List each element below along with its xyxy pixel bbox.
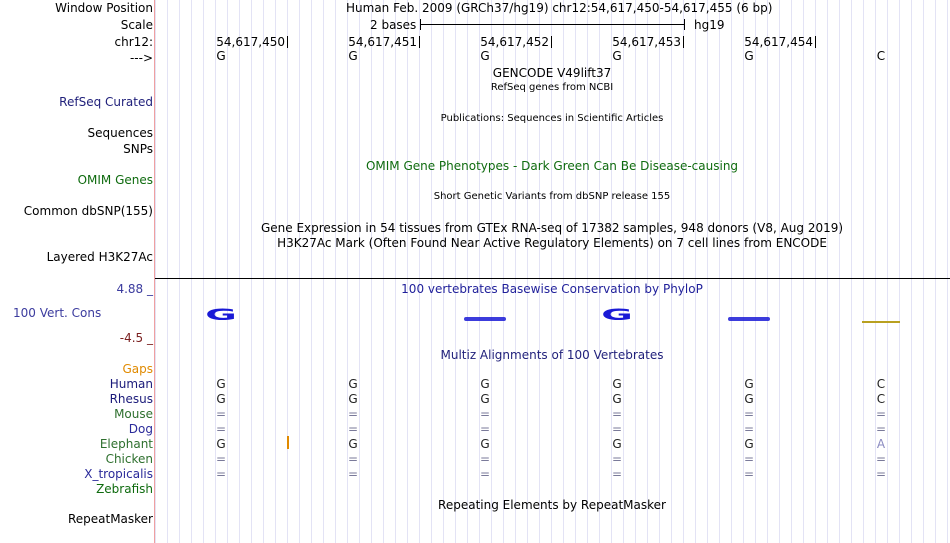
aligned-base: = [611, 422, 623, 436]
gaps-label[interactable]: Gaps [122, 362, 153, 376]
grid-line [335, 0, 336, 543]
species-label[interactable]: X_tropicalis [84, 467, 153, 481]
sequence-base: G [216, 49, 226, 63]
conservation-glyph [728, 317, 770, 321]
aligned-base: = [743, 422, 755, 436]
grid-line [251, 0, 252, 543]
grid-line [431, 0, 432, 543]
aligned-base: G [612, 392, 622, 406]
grid-line [683, 0, 684, 543]
grid-line [203, 0, 204, 543]
sequence-base: G [348, 49, 358, 63]
aligned-base: G [348, 377, 358, 391]
aligned-base: = [743, 407, 755, 421]
ruler-tick [551, 36, 552, 48]
grid-line [923, 0, 924, 543]
aligned-base: G [348, 437, 358, 451]
coordinate-label: 54,617,453 [612, 35, 681, 49]
scale-bar-left-cap [420, 19, 421, 30]
coordinate-label: 54,617,454 [744, 35, 813, 49]
aligned-base: = [215, 452, 227, 466]
aligned-base: = [479, 407, 491, 421]
grid-line [695, 0, 696, 543]
gtex-title[interactable]: Gene Expression in 54 tissues from GTEx RNA-seq of 17382 samples, 948 donors (V8, Aug 2019) [260, 221, 844, 235]
aligned-base: = [875, 467, 887, 481]
aligned-base: = [347, 407, 359, 421]
window-position-label: Window Position [55, 1, 153, 15]
aligned-base: = [875, 407, 887, 421]
grid-line [311, 0, 312, 543]
publications-title[interactable]: Publications: Sequences in Scientific Articles [440, 113, 664, 124]
gencode-track-title[interactable]: GENCODE V49lift37 [492, 66, 612, 80]
aligned-base: G [480, 392, 490, 406]
aligned-base: G [216, 392, 226, 406]
grid-line [791, 0, 792, 543]
grid-line [803, 0, 804, 543]
grid-line [707, 0, 708, 543]
species-label[interactable]: Chicken [105, 452, 153, 466]
ruler-tick [815, 36, 816, 48]
repeatmasker-title[interactable]: Repeating Elements by RepeatMasker [438, 498, 666, 512]
aligned-base: = [215, 467, 227, 481]
scale-label: Scale [120, 18, 153, 32]
refseq-curated-label[interactable]: RefSeq Curated [59, 95, 153, 109]
aligned-base: = [347, 422, 359, 436]
grid-line [779, 0, 780, 543]
h3k27ac-title[interactable]: H3K27Ac Mark (Often Found Near Active Regulatory Elements) on 7 cell lines from ENCODE [277, 236, 827, 250]
grid-line [383, 0, 384, 543]
scale-db: hg19 [694, 18, 725, 32]
aligned-base: = [875, 422, 887, 436]
phylop-title[interactable]: 100 vertebrates Basewise Conservation by PhyloP [401, 282, 703, 296]
common-dbsnp-label[interactable]: Common dbSNP(155) [23, 204, 153, 218]
grid-line [851, 0, 852, 543]
aligned-base: G [348, 392, 358, 406]
h3k27ac-label[interactable]: Layered H3K27Ac [46, 250, 153, 264]
window-position-text[interactable]: Human Feb. 2009 (GRCh37/hg19) chr12:54,617,450-54,617,455 (6 bp) [346, 1, 773, 15]
conservation-glyph [862, 321, 900, 323]
coordinate-label: 54,617,451 [348, 35, 417, 49]
species-label[interactable]: Mouse [114, 407, 153, 421]
grid-line [839, 0, 840, 543]
aligned-base: A [876, 437, 886, 451]
aligned-base: G [480, 377, 490, 391]
omim-phenotypes-title[interactable]: OMIM Gene Phenotypes - Dark Green Can Be Disease-causing [365, 159, 739, 173]
grid-line [719, 0, 720, 543]
aligned-base: C [876, 392, 886, 406]
grid-line [179, 0, 180, 543]
dbsnp-title[interactable]: Short Genetic Variants from dbSNP release 155 [433, 191, 671, 202]
grid-line [287, 0, 288, 543]
grid-line [263, 0, 264, 543]
omim-genes-label[interactable]: OMIM Genes [77, 173, 153, 187]
species-label[interactable]: Elephant [99, 437, 153, 451]
grid-line [659, 0, 660, 543]
repeatmasker-label[interactable]: RepeatMasker [67, 512, 153, 526]
grid-line [815, 0, 816, 543]
multiz-title[interactable]: Multiz Alignments of 100 Vertebrates [440, 348, 664, 362]
gap-insertion-marker [287, 436, 289, 449]
grid-line [239, 0, 240, 543]
grid-line [935, 0, 936, 543]
ruler-tick [683, 36, 684, 48]
aligned-base: = [347, 452, 359, 466]
strand-arrow-label: ---> [129, 51, 153, 65]
grid-line [863, 0, 864, 543]
sequence-base: G [480, 49, 490, 63]
coordinate-label: 54,617,450 [216, 35, 285, 49]
scale-bar [420, 24, 684, 25]
aligned-base: = [611, 467, 623, 481]
aligned-base: G [216, 377, 226, 391]
aligned-base: = [215, 422, 227, 436]
aligned-base: G [612, 437, 622, 451]
species-label[interactable]: Human [109, 377, 153, 391]
ruler-tick [287, 36, 288, 48]
chromosome-label: chr12: [114, 35, 153, 49]
track-separator [155, 278, 950, 279]
aligned-base: = [215, 407, 227, 421]
label-divider [154, 0, 155, 543]
aligned-base: = [479, 422, 491, 436]
grid-line [671, 0, 672, 543]
grid-line [947, 0, 948, 543]
species-label[interactable]: Rhesus [109, 392, 153, 406]
grid-line [911, 0, 912, 543]
coordinate-label: 54,617,452 [480, 35, 549, 49]
grid-line [371, 0, 372, 543]
grid-line [395, 0, 396, 543]
aligned-base: = [347, 467, 359, 481]
grid-line [299, 0, 300, 543]
scale-bases: 2 bases [370, 18, 417, 32]
aligned-base: G [744, 392, 754, 406]
grid-line [323, 0, 324, 543]
conservation-glyph: G [205, 305, 237, 324]
aligned-base: G [744, 377, 754, 391]
aligned-base: C [876, 377, 886, 391]
grid-line [419, 0, 420, 543]
aligned-base: = [611, 452, 623, 466]
conservation-min: -4.5 _ [119, 331, 153, 345]
vert-cons-label[interactable]: 100 Vert. Cons [13, 306, 102, 320]
grid-line [827, 0, 828, 543]
grid-line [731, 0, 732, 543]
grid-line [443, 0, 444, 543]
conservation-glyph: G [601, 305, 633, 324]
aligned-base: G [480, 437, 490, 451]
sequence-base: G [744, 49, 754, 63]
conservation-max: 4.88 _ [116, 282, 153, 296]
grid-line [767, 0, 768, 543]
species-label[interactable]: Dog [128, 422, 153, 436]
aligned-base: = [479, 467, 491, 481]
species-label[interactable]: Zebrafish [96, 482, 153, 496]
snps-label[interactable]: SNPs [123, 142, 153, 156]
grid-line [275, 0, 276, 543]
conservation-glyph [464, 317, 506, 321]
grid-line [899, 0, 900, 543]
aligned-base: = [875, 452, 887, 466]
ruler-tick [419, 36, 420, 48]
grid-line [167, 0, 168, 543]
aligned-base: G [744, 437, 754, 451]
grid-line [407, 0, 408, 543]
aligned-base: = [611, 407, 623, 421]
refseq-ncbi-title[interactable]: RefSeq genes from NCBI [490, 82, 614, 93]
sequences-label[interactable]: Sequences [87, 126, 153, 140]
aligned-base: = [743, 452, 755, 466]
aligned-base: = [743, 467, 755, 481]
grid-line [155, 0, 156, 543]
aligned-base: G [612, 377, 622, 391]
sequence-base: G [612, 49, 622, 63]
sequence-base: C [876, 49, 886, 63]
grid-line [191, 0, 192, 543]
scale-bar-right-cap [684, 19, 685, 30]
aligned-base: = [479, 452, 491, 466]
aligned-base: G [216, 437, 226, 451]
